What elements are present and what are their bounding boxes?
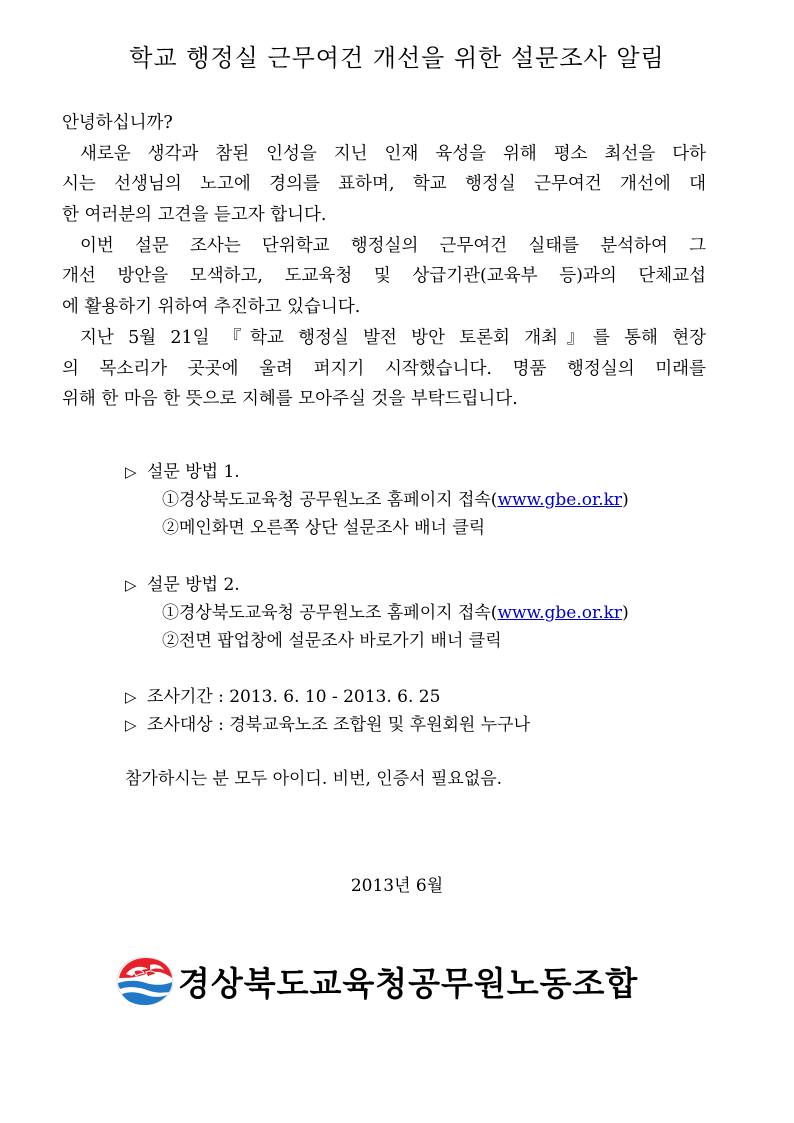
paragraph-line: 이번 설문 조사는 단위학교 행정실의 근무여건 실태를 분석하여 그 bbox=[80, 235, 706, 256]
method-step-text: ①경상북도교육청 공무원노조 홈페이지 접속( bbox=[162, 490, 498, 510]
homepage-link[interactable]: www.gbe.or.kr bbox=[497, 490, 623, 510]
paragraph-line: 개선 방안을 모색하고, 도교육청 및 상급기관(교육부 등)과의 단체교섭 bbox=[62, 266, 706, 287]
method-step-text: ①경상북도교육청 공무원노조 홈페이지 접속( bbox=[162, 603, 498, 623]
method-step-close: ) bbox=[622, 603, 629, 623]
survey-period-text: 조사기간 : 2013. 6. 10 - 2013. 6. 25 bbox=[147, 687, 441, 707]
triangle-bullet-icon: ▷ bbox=[125, 716, 137, 734]
method-heading bbox=[125, 571, 629, 599]
participation-note: 참가하시는 분 모두 아이디. 비번, 인증서 필요없음. bbox=[125, 769, 503, 789]
paragraph-line: 한 여러분의 고견을 듣고자 합니다. bbox=[62, 205, 327, 226]
triangle-bullet-icon: ▷ bbox=[125, 576, 137, 594]
organization-signature bbox=[116, 956, 638, 1006]
method-step bbox=[125, 599, 629, 627]
method-heading-text: 설문 방법 1. bbox=[147, 462, 240, 482]
paragraph-line: 위해 한 마음 한 뜻으로 지혜를 모아주실 것을 부탁드립니다. bbox=[62, 389, 518, 410]
paragraph-line: 새로운 생각과 참된 인성을 지닌 인재 육성을 위해 평소 최선을 다하 bbox=[80, 143, 706, 164]
survey-method-2 bbox=[125, 571, 629, 655]
survey-target-text: 조사대상 : 경북교육노조 조합원 및 후원회원 누구나 bbox=[147, 715, 531, 735]
method-step-close: ) bbox=[622, 490, 629, 510]
paragraph-line: 지난 5월 21일 『학교 행정실 발전 방안 토론회 개최』를 통해 현장 bbox=[80, 327, 706, 348]
survey-period bbox=[125, 683, 530, 711]
page-title: 학교 행정실 근무여건 개선을 위한 설문조사 알림 bbox=[129, 44, 665, 72]
body-text bbox=[62, 108, 706, 415]
survey-target bbox=[125, 711, 530, 739]
triangle-bullet-icon: ▷ bbox=[125, 688, 137, 706]
method-step: ②전면 팝업창에 설문조사 바로가기 배너 클릭 bbox=[162, 631, 502, 651]
method-step bbox=[125, 486, 629, 514]
method-heading-text: 설문 방법 2. bbox=[147, 575, 240, 595]
paragraph-line: 의 목소리가 곳곳에 울려 퍼지기 시작했습니다. 명품 행정실의 미래를 bbox=[62, 358, 706, 379]
paragraph-line: 에 활용하기 위하여 추진하고 있습니다. bbox=[62, 297, 361, 318]
survey-method-1 bbox=[125, 458, 629, 542]
union-logo-icon bbox=[116, 956, 174, 1006]
paragraph-line: 시는 선생님의 노고에 경의를 표하며, 학교 행정실 근무여건 개선에 대 bbox=[62, 174, 706, 195]
method-step: ②메인화면 오른쪽 상단 설문조사 배너 클릭 bbox=[162, 518, 486, 538]
survey-info bbox=[125, 683, 530, 739]
organization-name: 경상북도교육청공무원노동조합 bbox=[178, 963, 639, 1003]
homepage-link[interactable]: www.gbe.or.kr bbox=[497, 603, 623, 623]
method-heading bbox=[125, 458, 629, 486]
document-date: 2013년 6월 bbox=[350, 876, 444, 896]
triangle-bullet-icon: ▷ bbox=[125, 463, 137, 481]
greeting: 안녕하십니까? bbox=[62, 113, 173, 133]
